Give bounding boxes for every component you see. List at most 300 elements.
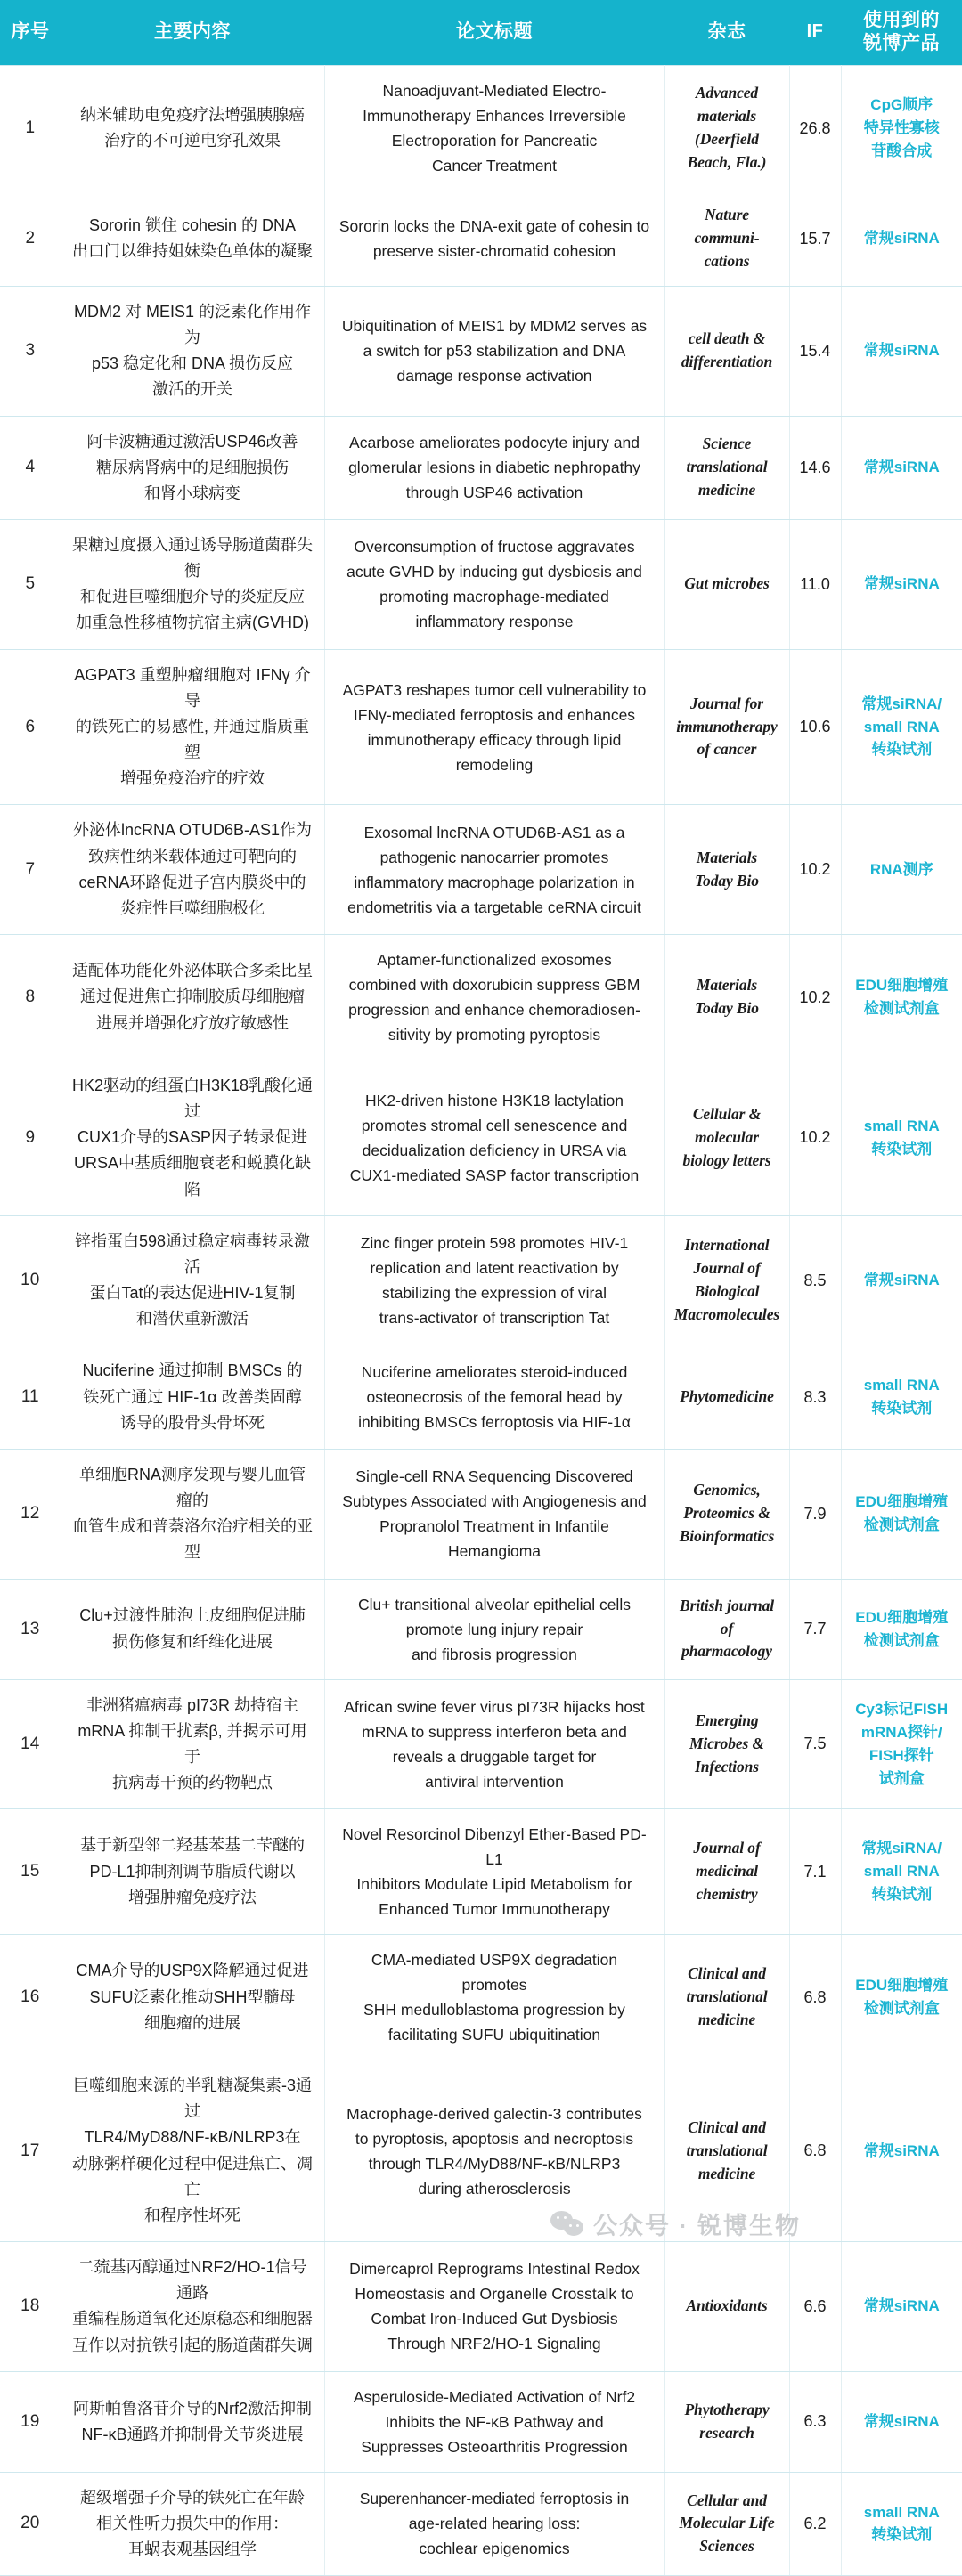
journal-text-line: Advanced [695,84,759,102]
cell-journal [664,1345,789,1449]
product-text-line: 常规siRNA [863,459,940,476]
product-text [847,1374,958,1420]
table-row [0,2242,962,2372]
cell-impact-factor: 7.7 [789,1579,841,1679]
column-header-if-lines: IF [806,21,824,42]
cell-product [841,1345,962,1449]
journal-text-line: Journal of [693,1839,761,1857]
journal-text-line: translational [686,1987,768,2006]
column-header-journal-lines: 杂志 [707,20,746,42]
cell-product [841,1809,962,1935]
paper-title-text-line: Superenhancer-mediated ferroptosis in [359,2490,630,2508]
cell-journal [664,416,789,519]
journal-text-line: Clinical and [688,2117,766,2136]
cell-paper-title [324,1579,664,1679]
summary-text-line: 血管生成和普萘洛尔治疗相关的亚型 [72,1517,313,1562]
table-header [0,0,962,66]
summary-text-line: 出口门以维持姐妹染色单体的凝聚 [72,242,313,261]
product-text-line: 常规siRNA [863,342,940,360]
cell-journal [664,1809,789,1935]
cell-index: 20 [0,2472,61,2575]
cell-impact-factor: 14.6 [789,416,841,519]
summary-text-line: 互作以对抗铁引起的肠道菌群失调 [72,2336,313,2354]
paper-title-text-line: CUX1-mediated SASP factor transcription [349,1166,640,1184]
journal-text-line: translational [686,2141,768,2159]
product-text-line: 常规siRNA/ [861,695,942,712]
cell-product [841,191,962,287]
summary-text-line: 巨噬细胞来源的半乳糖凝集素-3通过 [72,2076,312,2121]
journal-text [671,1386,784,1409]
table-row [0,2472,962,2575]
paper-title-text-line: Novel Resorcinol Dibenzyl Ether-Based PD-L1 [342,1825,647,1869]
column-header-product-lines: 使用到的 锐博产品 [863,10,940,53]
paper-title-text-line: age-related hearing loss: [408,2515,581,2533]
cell-summary [61,2242,324,2372]
summary-text-line: 抗病毒干预的药物靶点 [112,1773,273,1792]
journal-text-line: Infections [695,1757,759,1776]
cell-journal [664,649,789,805]
summary-text-line: 进展并增强化疗放疗敏感性 [96,1013,289,1032]
table-row [0,2371,962,2472]
paper-title-text-line: HK2-driven histone H3K18 lactylation [365,1091,624,1109]
table-row [0,1449,962,1579]
product-text-line: 常规siRNA [863,575,940,593]
table-body [0,66,962,2576]
paper-title-text-line: promote lung injury repair [405,1620,583,1638]
column-header-summary-lines: 主要内容 [154,20,231,42]
summary-text-line: PD-L1抑制剂调节脂质代谢以 [89,1862,296,1881]
cell-paper-title [324,1060,664,1216]
cell-paper-title [324,2242,664,2372]
summary-text-line: 诱导的股骨头骨坏死 [120,1413,265,1432]
cell-index: 17 [0,2060,61,2242]
cell-summary [61,649,324,805]
paper-title-text-line: sitivity by promoting pyroptosis [387,1026,601,1044]
paper-title-text-line: mRNA to suppress interferon beta and [362,1722,627,1741]
cell-journal [664,1449,789,1579]
paper-title-text-line: immunotherapy efficacy through lipid [367,730,622,749]
journal-text-line: Materials [696,976,758,995]
cell-index: 6 [0,649,61,805]
product-text-line: 转染试剂 [871,741,933,759]
journal-text-line: Cellular and [687,2491,767,2509]
paper-title-text-line: Inhibitors Modulate Lipid Metabolism for [356,1875,632,1894]
paper-title-text-line: cochlear epigenomics [419,2539,570,2558]
paper-title-text-line: through TLR4/MyD88/NF-κB/NLRP3 [368,2154,621,2173]
journal-text-line: British journal [680,1596,774,1614]
paper-title-text-line: IFNγ-mediated ferroptosis and enhances [353,705,636,724]
cell-index: 15 [0,1809,61,1935]
paper-title-text-line: glomerular lesions in diabetic nephropathy [348,459,640,477]
journal-text [671,847,784,893]
cell-journal [664,1215,789,1345]
summary-text [72,299,314,403]
product-text-line: small RNA [863,718,940,735]
product-text-line: 检测试剂盒 [863,2000,940,2018]
product-text [847,1115,958,1161]
journal-text-line: Clinical and [688,1964,766,1983]
cell-product [841,2472,962,2575]
cell-impact-factor: 15.7 [789,191,841,287]
summary-text [72,213,314,264]
table-row [0,935,962,1060]
cell-paper-title [324,519,664,649]
product-text-line: 检测试剂盒 [863,1000,940,1018]
cell-journal [664,2060,789,2242]
journal-text-line: Phytomedicine [680,1387,774,1406]
summary-text [72,1832,314,1910]
product-text [847,2295,958,2318]
cell-index: 13 [0,1579,61,1679]
journal-text-line: medicine [697,481,756,500]
paper-title-text-line: Homeostasis and Organelle Crosstalk to [355,2285,634,2304]
cell-journal [664,1935,789,2060]
paper-title-text [338,214,652,264]
summary-text-line: CMA介导的USP9X降解通过促进 [76,1962,309,1980]
paper-title-text-line: preserve sister-chromatid cohesion [372,242,616,261]
cell-journal [664,805,789,935]
cell-index: 10 [0,1215,61,1345]
table-row [0,805,962,935]
paper-title-text-line: damage response activation [396,367,592,386]
product-text-line: 转染试剂 [871,1140,933,1158]
paper-title-text-line: Clu+ transitional alveolar epithelial cells [358,1595,631,1613]
paper-title-text [338,1947,652,2047]
journal-text [671,1479,784,1548]
paper-title-text [338,2385,652,2459]
cell-summary [61,1060,324,1216]
product-text-line: 试剂盒 [878,1769,925,1787]
paper-title-text-line: Immunotherapy Enhances Irreversible [363,107,626,126]
table-header-row [0,0,962,66]
journal-text-line: of [720,1619,734,1637]
cell-paper-title [324,2472,664,2575]
cell-journal [664,66,789,191]
journal-text-line: Phytotherapy [684,2400,770,2418]
journal-text [671,82,784,175]
paper-title-text-line: osteonecrosis of the femoral head by [366,1388,623,1407]
paper-title-text [338,78,652,178]
summary-text-line: Nuciferine 通过抑制 BMSCs 的 [82,1361,303,1380]
journal-text-line: biology letters [682,1150,771,1169]
paper-title-text [338,820,652,920]
cell-summary [61,2371,324,2472]
journal-text [671,1103,784,1173]
cell-summary [61,286,324,416]
summary-text-line: MDM2 对 MEIS1 的泛素化作用作为 [73,302,312,347]
cell-journal [664,519,789,649]
summary-text-line: 增强肿瘤免疫疗法 [128,1888,257,1906]
journal-text-line: International [684,1236,770,1255]
product-text-line: 转染试剂 [871,2526,933,2544]
summary-text-line: HK2驱动的组蛋白H3K18乳酸化通过 [71,1077,314,1121]
summary-text-line: Clu+过渡性肺泡上皮细胞促进肺 [79,1606,306,1625]
cell-index: 1 [0,66,61,191]
product-text [847,2140,958,2163]
cell-product [841,416,962,519]
paper-title-text-line: through USP46 activation [405,484,583,502]
paper-title-text-line: stabilizing the expression of viral [382,1284,607,1303]
paper-title-text-line: Zinc finger protein 598 promotes HIV-1 [360,1234,629,1253]
cell-summary [61,1679,324,1809]
table-row [0,2060,962,2242]
summary-text-line: 耳蜗表观基因组学 [128,2540,257,2559]
product-text [847,1606,958,1653]
product-text [847,2501,958,2548]
summary-text-line: 和潜伏重新激活 [136,1310,249,1329]
summary-text-line: 致病性纳米载体通过可靶向的 [88,847,297,865]
summary-text-line: mRNA 抑制干扰素β, 并揭示可用于 [77,1721,307,1766]
product-text-line: EDU细胞增殖 [855,1608,949,1626]
paper-title-text-line: and fibrosis progression [412,1645,577,1663]
cell-summary [61,1215,324,1345]
paper-title-text-line: a switch for p53 stabilization and DNA [363,342,626,361]
journal-text-line: chemistry [696,1885,758,1904]
cell-impact-factor: 7.1 [789,1809,841,1935]
summary-text-line: 纳米辅助电免疫疗法增强胰腺癌 [80,106,305,125]
paper-title-text-line: trans-activator of transcription Tat [379,1309,610,1328]
cell-summary [61,1579,324,1679]
paper-title-text [338,1088,652,1188]
column-header-index-lines: 序号 [11,20,50,42]
cell-journal [664,2242,789,2372]
journal-text [671,2117,784,2186]
summary-text [72,1603,314,1654]
paper-title-text-line: Dimercaprol Reprograms Intestinal Redox [349,2260,640,2279]
cell-journal [664,1579,789,1679]
cell-product [841,1449,962,1579]
paper-title-text-line: Enhanced Tumor Immunotherapy [379,1900,610,1919]
summary-text-line: Sororin 锁住 cohesin 的 DNA [88,215,297,234]
cell-product [841,2371,962,2472]
cell-impact-factor: 8.5 [789,1215,841,1345]
summary-text-line: 激活的开关 [152,380,232,399]
cell-journal [664,2371,789,2472]
paper-title-text-line: Combat Iron-Induced Gut Dysbiosis [371,2310,618,2328]
cell-product [841,805,962,935]
cell-journal [664,935,789,1060]
paper-title-text [338,1360,652,1434]
table-row [0,1679,962,1809]
journal-text [671,974,784,1020]
journal-text [671,433,784,502]
summary-text-line: 细胞瘤的进展 [144,2013,240,2032]
summary-text-line: 损伤修复和纤维化进展 [112,1632,273,1651]
journal-text [671,328,784,374]
column-header-title [324,0,664,66]
summary-text-line: CUX1介导的SASP因子转录促进 [77,1128,308,1147]
summary-text-line: 相关性听力损失中的作用： [96,2514,289,2532]
journal-text-line: Beach, Fla.) [687,153,767,172]
table-row [0,649,962,805]
summary-text [72,532,314,637]
paper-title-text-line: CMA-mediated USP9X degradation promotes [371,1951,618,1995]
cell-index: 11 [0,1345,61,1449]
table-row [0,1935,962,2060]
journal-text [671,1234,784,1327]
journal-text-line: medicinal [695,1862,759,1881]
product-text-line: EDU细胞增殖 [855,1493,949,1511]
paper-title-text-line: SHH medulloblastoma progression by [363,2001,625,2019]
paper-title-text [338,1231,652,1330]
summary-text-line: NF-κB通路并抑制骨关节炎进展 [81,2425,304,2443]
journal-text-line: Macromolecules [673,1305,780,1323]
product-text-line: 检测试剂盒 [863,1631,940,1649]
cell-paper-title [324,1215,664,1345]
summary-text-line: 糖尿病肾病中的足细胞损伤 [96,458,289,476]
cell-impact-factor: 10.6 [789,649,841,805]
product-text [847,974,958,1020]
paper-title-text [338,1592,652,1667]
journal-text-line: molecular [694,1127,759,1146]
cell-impact-factor: 15.4 [789,286,841,416]
journal-text [671,1962,784,2032]
journal-text-line: immunotherapy [676,717,778,735]
table-row [0,66,962,191]
product-text-line: 常规siRNA [863,230,940,248]
journal-text [671,693,784,762]
product-text-line: CpG顺序 [870,96,933,114]
summary-text-line: 加重急性移植物抗宿主病(GVHD) [76,614,309,632]
paper-title-text-line: Propranolol Treatment in Infantile Hemangioma [379,1517,609,1561]
column-header-product [841,0,962,66]
cell-impact-factor: 11.0 [789,519,841,649]
cell-journal [664,2472,789,2575]
summary-text-line: SUFU泛素化推动SHH型髓母 [89,1987,296,2006]
column-header-journal [664,0,789,66]
cell-product [841,1935,962,2060]
journal-text-line: Materials [696,848,758,866]
paper-title-text-line: acute GVHD by inducing gut dysbiosis and [346,563,642,581]
journal-text-line: research [699,2423,754,2442]
cell-impact-factor: 26.8 [789,66,841,191]
cell-journal [664,1679,789,1809]
paper-title-text-line: AGPAT3 reshapes tumor cell vulnerability to [342,680,647,699]
summary-text-line: 和肾小球病变 [144,484,240,502]
summary-text-line: 适配体功能化外泌体联合多柔比星 [72,962,313,980]
cell-paper-title [324,2060,664,2242]
cell-journal [664,191,789,287]
table-row [0,1060,962,1216]
cell-paper-title [324,805,664,935]
paper-title-text-line: Ubiquitination of MEIS1 by MDM2 serves as [341,317,648,336]
summary-text-line: 铁死亡通过 HIF-1α 改善类固醇 [83,1387,302,1406]
product-text [847,227,958,250]
cell-impact-factor: 6.3 [789,2371,841,2472]
table-row [0,1215,962,1345]
cell-paper-title [324,1679,664,1809]
summary-text-line: 和促进巨噬细胞介导的炎症反应 [80,588,305,606]
summary-text-line: 通过促进焦亡抑制胶质母细胞瘤 [80,987,305,1006]
paper-title-text-line: inhibiting BMSCs ferroptosis via HIF-1α [358,1413,631,1432]
journal-text-line: Biological [694,1282,760,1301]
cell-impact-factor: 10.2 [789,1060,841,1216]
product-text-line: EDU细胞增殖 [855,977,949,995]
paper-title-text-line: progression and enhance chemoradiosen- [348,1001,640,1020]
journal-text-line: Molecular Life [679,2514,775,2532]
paper-title-text [338,313,652,388]
paper-title-text-line: Through NRF2/HO-1 Signaling [387,2335,601,2353]
summary-text-line: 动脉粥样硬化过程中促进焦亡、凋亡 [72,2154,313,2198]
paper-title-text [338,2101,652,2201]
product-text [847,339,958,362]
journal-text-line: Today Bio [695,999,759,1018]
product-text-line: 常规siRNA/ [861,1840,942,1857]
paper-title-text-line: during atherosclerosis [418,2179,571,2198]
paper-title-text-line: Macrophage-derived galectin-3 contributes [346,2104,642,2123]
journal-text [671,1710,784,1779]
journal-text-line: of cancer [697,740,757,759]
product-text-line: mRNA探针/ [860,1724,942,1741]
journal-text [671,1837,784,1906]
paper-title-text-line: Exosomal lncRNA OTUD6B-AS1 as a [363,823,625,841]
paper-title-text-line: Nuciferine ameliorates steroid-induced [361,1363,628,1382]
cell-impact-factor: 6.8 [789,1935,841,2060]
cell-index: 8 [0,935,61,1060]
summary-text-line: 基于新型邻二羟基苯基二苄醚的 [80,1836,305,1855]
product-text-line: 常规siRNA [863,2297,940,2315]
cell-index: 2 [0,191,61,287]
cell-index: 7 [0,805,61,935]
paper-title-text-line: reveals a druggable target for [392,1747,597,1766]
summary-text-line: 超级增强子介导的铁死亡在年龄 [80,2488,305,2507]
paper-title-text-line: Electroporation for Pancreatic [391,132,598,150]
cell-product [841,286,962,416]
summary-text [72,958,314,1036]
cell-product [841,935,962,1060]
cell-index: 4 [0,416,61,519]
cell-index: 9 [0,1060,61,1216]
cell-summary [61,1935,324,2060]
paper-title-text-line: facilitating SUFU ubiquitination [387,2026,601,2044]
product-text [847,1837,958,1906]
cell-paper-title [324,2371,664,2472]
paper-title-text [338,430,652,505]
summary-text-line: 果糖过度摄入通过诱导肠道菌群失衡 [72,535,313,581]
product-text-line: 转染试剂 [871,1400,933,1418]
journal-text-line: (Deerfield [695,130,759,149]
cell-journal [664,286,789,416]
summary-text-line: 阿斯帕鲁洛苷介导的Nrf2激活抑制 [72,2399,312,2418]
product-text [847,93,958,162]
cell-impact-factor: 7.5 [789,1679,841,1809]
cell-product [841,1579,962,1679]
paper-title-text-line: Sororin locks the DNA-exit gate of cohesin to [338,217,650,236]
cell-product [841,649,962,805]
paper-title-text-line: Cancer Treatment [431,157,558,175]
cell-paper-title [324,66,664,191]
cell-impact-factor: 10.2 [789,805,841,935]
journal-text [671,204,784,273]
product-text-line: EDU细胞增殖 [855,1977,949,1995]
cell-impact-factor: 6.2 [789,2472,841,2575]
paper-title-text-line: pathogenic nanocarrier promotes [379,848,609,866]
product-text-line: small RNA [863,1377,940,1394]
cell-summary [61,1345,324,1449]
cell-summary [61,519,324,649]
product-text [847,858,958,882]
journal-text-line: differentiation [681,353,773,371]
product-text-line: RNA测序 [869,860,933,878]
journal-text-line: translational [686,458,768,476]
product-text-line: Cy3标记FISH [855,1701,949,1719]
cell-summary [61,1809,324,1935]
summary-text [72,2396,314,2448]
cell-product [841,66,962,191]
summary-text-line: 治疗的不可逆电穿孔效果 [104,132,281,150]
paper-title-text-line: Inhibits the NF-κB Pathway and [385,2412,604,2431]
paper-title-text-line: remodeling [455,755,534,774]
